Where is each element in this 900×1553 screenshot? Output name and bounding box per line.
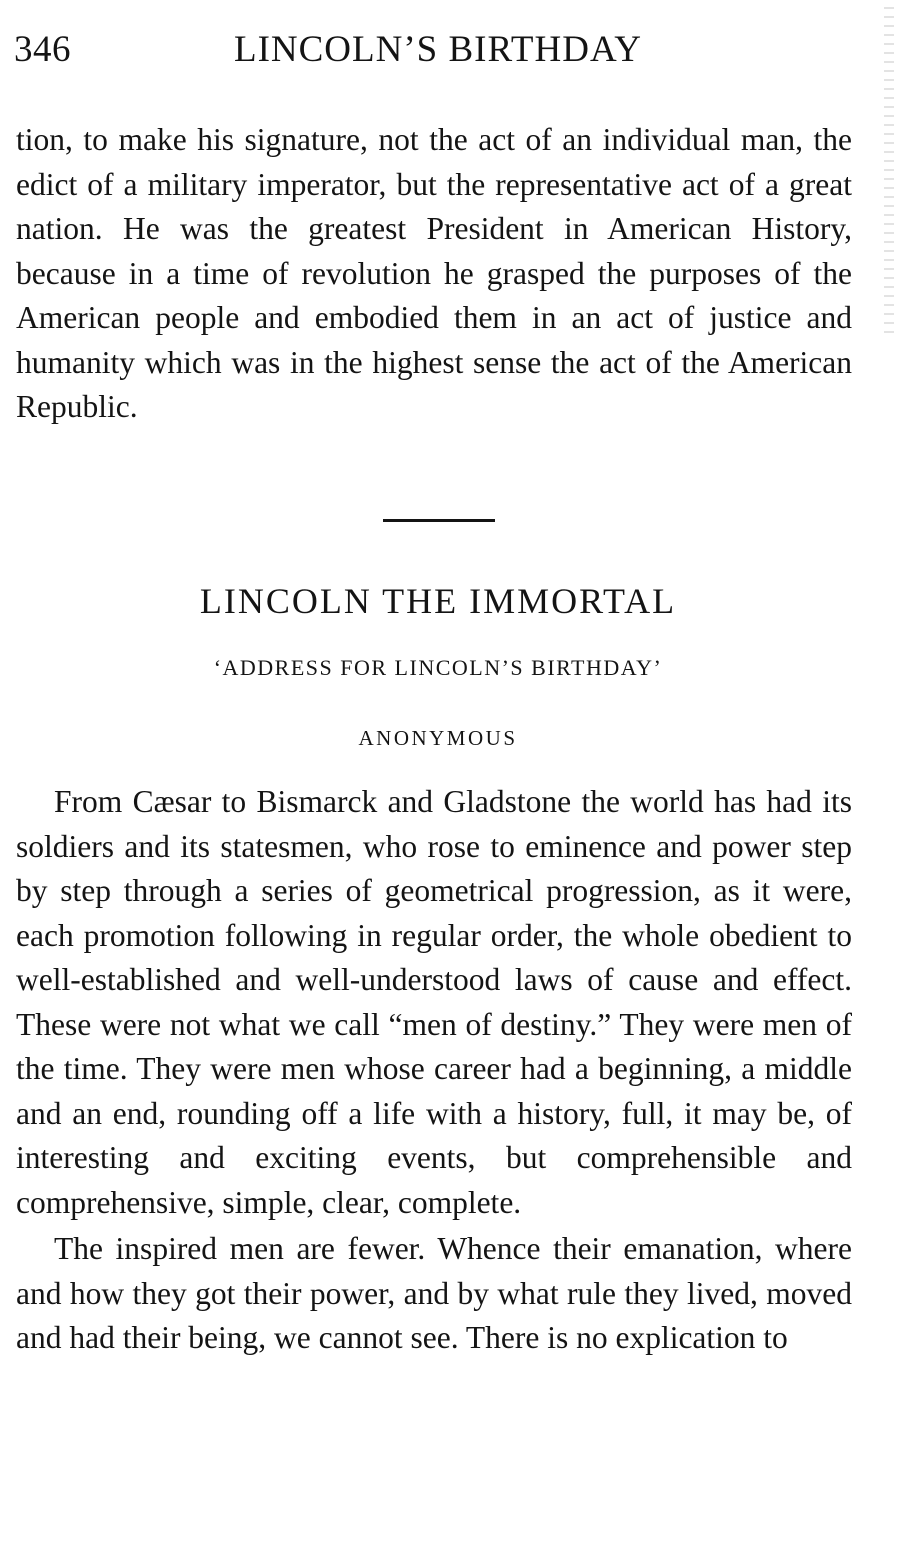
page-number: 346 bbox=[14, 29, 71, 70]
scan-margin-artifact bbox=[884, 0, 894, 340]
body-paragraph: The inspired men are fewer. Whence their emanation, where and how they got their power, and by what rule they lived, moved and had their being, we cannot see. There is no explication to bbox=[16, 1231, 852, 1355]
article-author: ANONYMOUS bbox=[358, 726, 518, 750]
article-title: LINCOLN THE IMMORTAL bbox=[199, 581, 677, 621]
body-paragraph: From Cæsar to Bismarck and Gladstone the world has had its soldiers and its statesmen, who rose to eminence and power step by step through a series of geometrical progression, as it were, each promotion following in regular order, the whole obedient to well-established and well-understood laws of cause and effect. These were not what we call “men of destiny.” They were men of the time. They were men whose career had a beginning, a middle and an end, rounding off a life with a history, full, it may be, of interesting and exciting events, but comprehensible and comprehensive, simple, clear, complete. bbox=[16, 784, 852, 1220]
continuation-text-block bbox=[16, 118, 852, 430]
section-divider-rule bbox=[383, 519, 495, 522]
continuation-paragraph: tion, to make his signature, not the act of an individual man, the edict of a military imperator, but the representative act of a great nation. He was the greatest President in American History, because in a time of revolution he grasped the purposes of the American people and embodied them in an act of justice and humanity which was in the highest sense the act of the American Republic. bbox=[16, 122, 852, 424]
running-title: LINCOLN’S BIRTHDAY bbox=[233, 29, 643, 70]
article-body bbox=[16, 780, 852, 1361]
running-head bbox=[14, 28, 854, 88]
article-subtitle: ‘ADDRESS FOR LINCOLN’S BIRTHDAY’ bbox=[213, 655, 663, 680]
